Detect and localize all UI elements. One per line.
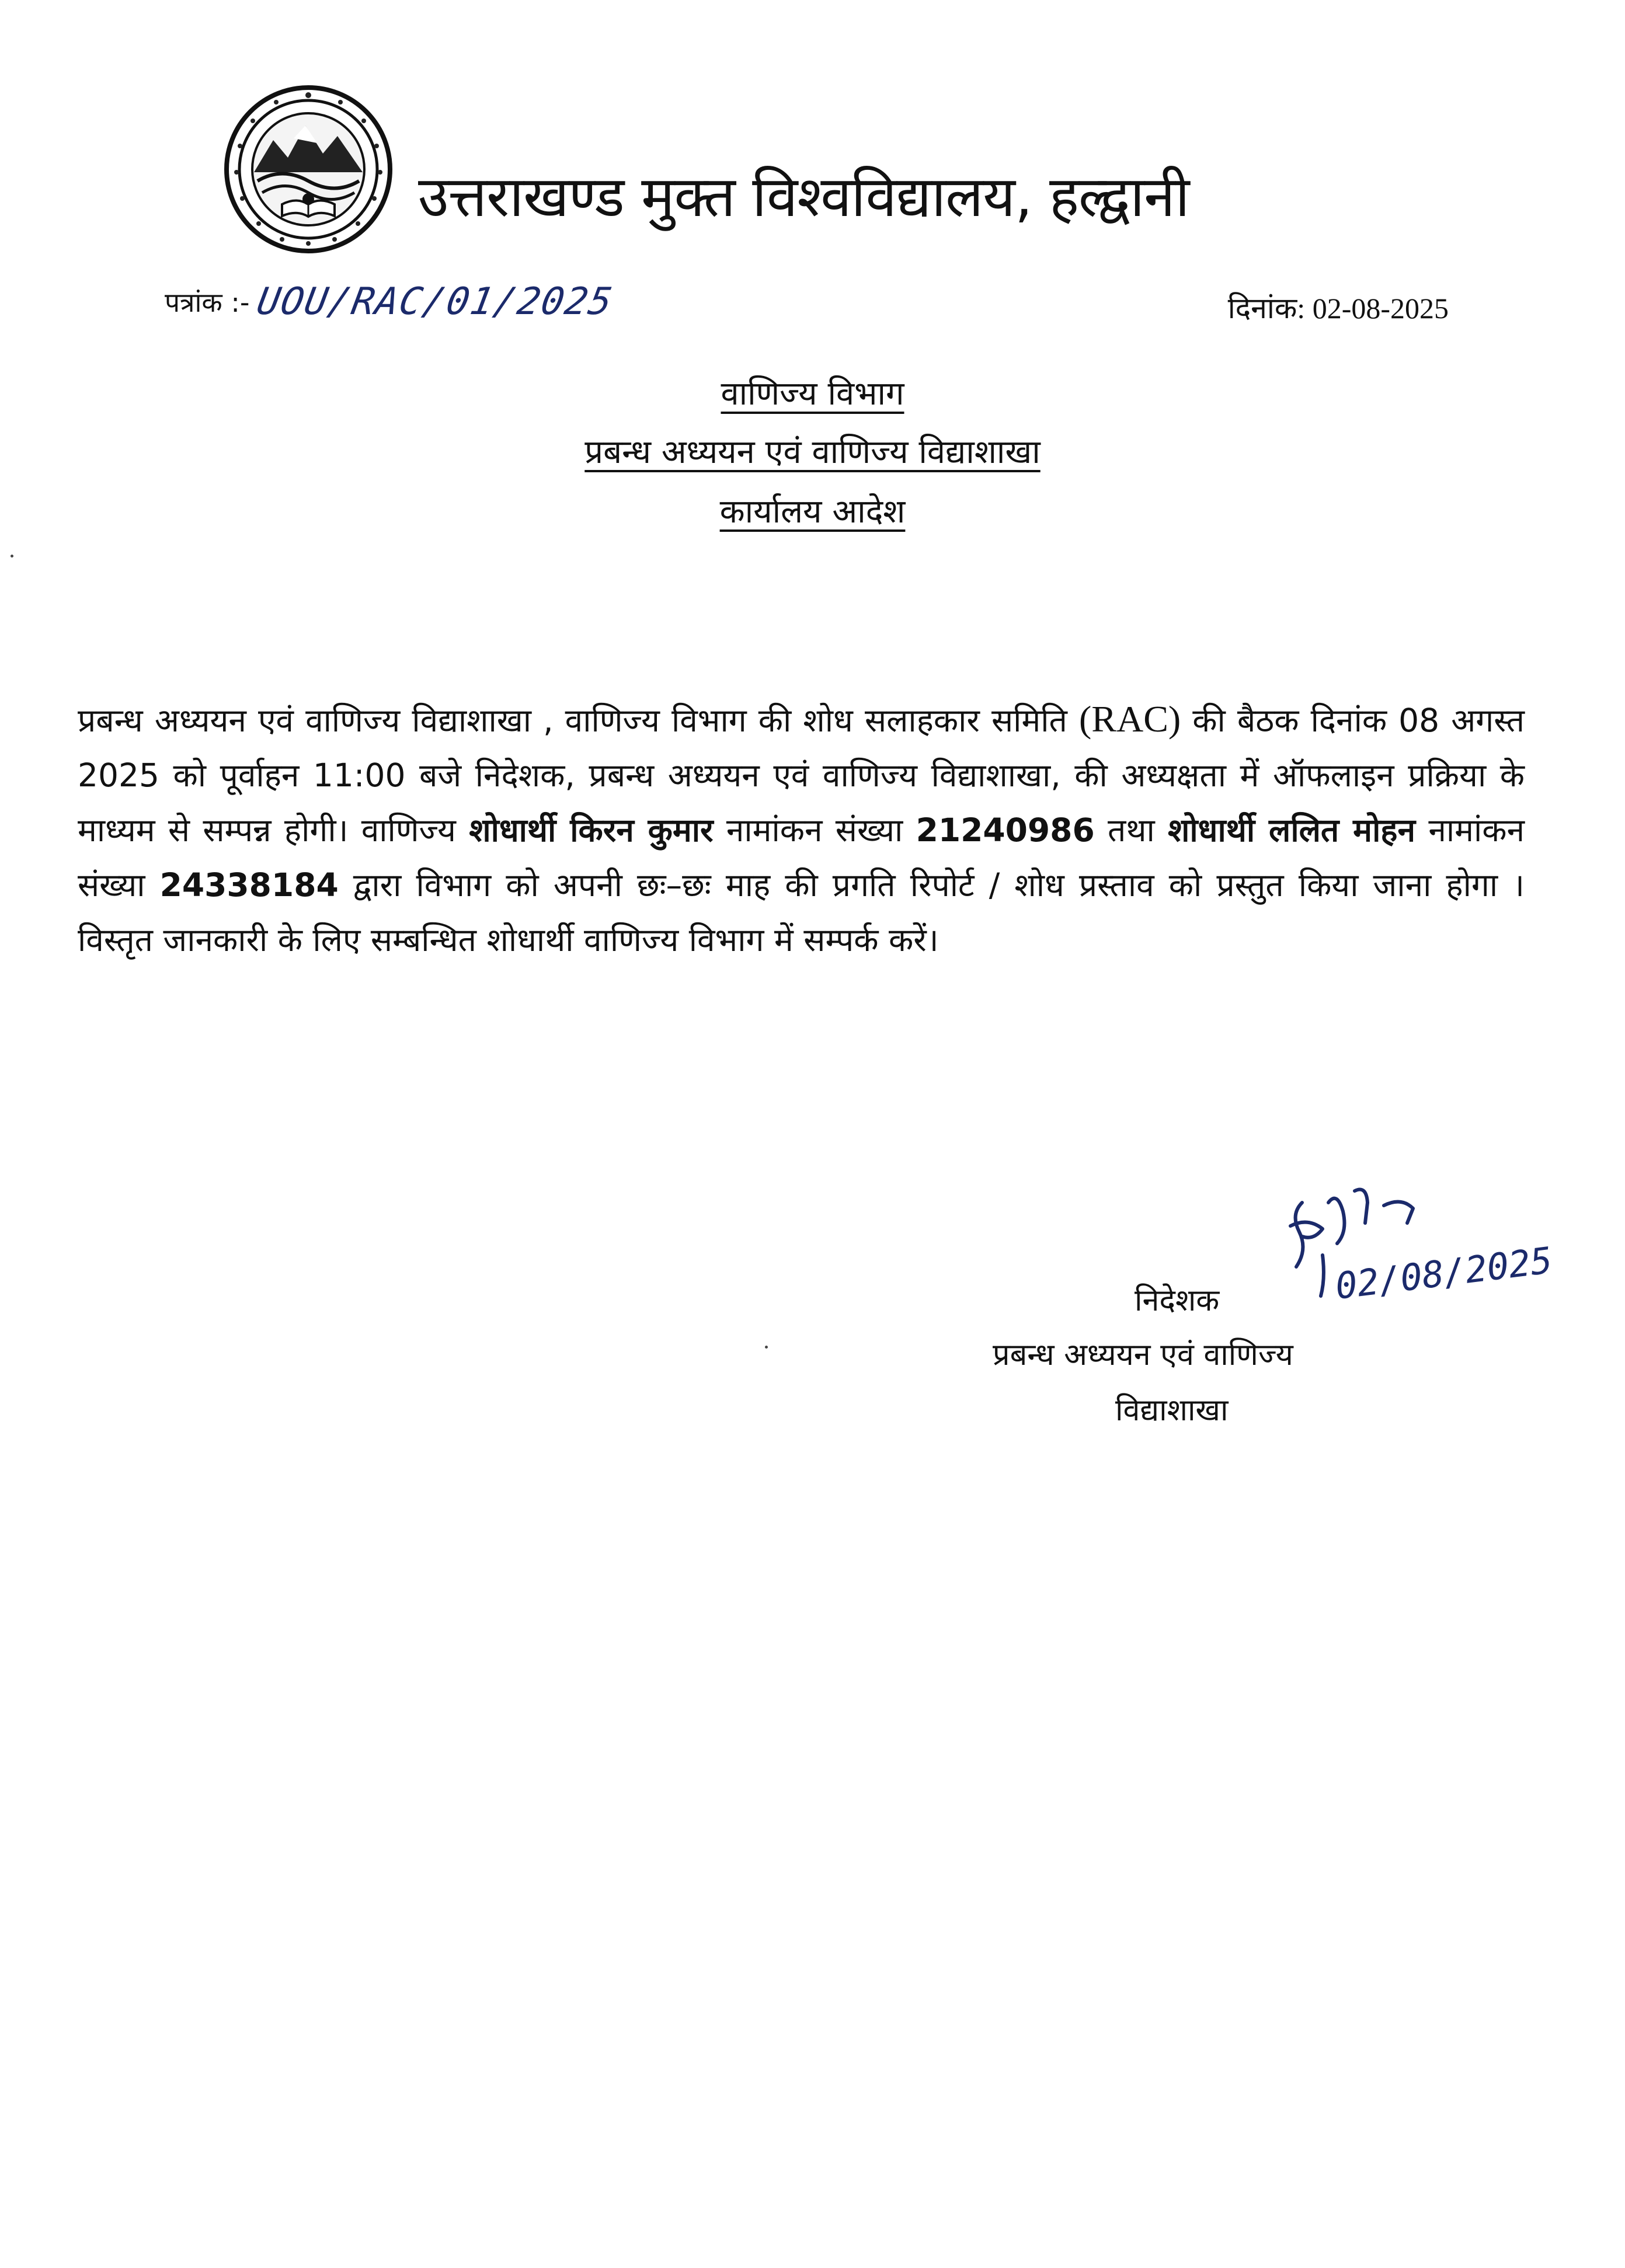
scan-speck [11, 555, 13, 558]
office-order-title-text: कार्यालय आदेश [719, 493, 906, 531]
scholar-name-2: शोधार्थी ललित मोहन [1168, 811, 1416, 849]
body-text-4: तथा [1094, 811, 1168, 849]
reference-number-handwritten: UOU/RAC/01/2025 [253, 280, 617, 323]
body-text-1: प्रबन्ध अध्ययन एवं वाणिज्य विद्याशाखा , वाणिज्य विभाग की शोध सलाहकार समिति [78, 702, 1067, 739]
department-title [0, 370, 1625, 414]
body-text-3: नामांकन संख्या [713, 811, 916, 849]
office-order-title [0, 488, 1625, 532]
reference-line [165, 280, 617, 323]
body-text-5: नामांकन संख्या [78, 811, 1525, 904]
faculty-title-text: प्रबन्ध अध्ययन एवं वाणिज्य विद्याशाखा [584, 433, 1041, 471]
signature-date: 02/08/2025 [1332, 1238, 1555, 1308]
order-body-paragraph [78, 692, 1525, 967]
body-text-6: द्वारा विभाग को अपनी छः–छः माह की प्रगति रिपोर्ट / शोध प्रस्ताव को प्रस्तुत किया जाना होगा । विस्तृत जानकारी के लिए सम्बन्धित शोधार्थी वाणिज्य विभाग में सम्पर्क करें। [78, 866, 1525, 959]
university-name: उत्तराखण्ड मुक्त विश्वविद्यालय, हल्द्वानी [418, 164, 1189, 229]
signatory-faculty-line2: विद्याशाखा [1115, 1393, 1229, 1428]
signatory-designation: निदेशक [1135, 1283, 1220, 1318]
rac-abbreviation: (RAC) [1078, 698, 1181, 740]
enrollment-number-1: 21240986 [916, 811, 1095, 849]
handwritten-signature [1267, 1168, 1594, 1314]
university-seal-logo [224, 85, 393, 254]
department-title-text: वाणिज्य विभाग [721, 375, 904, 413]
body-text-2: की बैठक दिनांक 08 अगस्त 2025 को पूर्वाहन 11:00 बजे निदेशक, प्रबन्ध अध्ययन एवं वाणिज्य विद्याशाखा, की अध्यक्षता में ऑफलाइन प्रक्रिया के माध्यम से सम्पन्न होगी। वाणिज्य [78, 702, 1525, 849]
faculty-title [0, 428, 1625, 473]
date-label: दिनांक: [1227, 292, 1306, 325]
enrollment-number-2: 24338184 [159, 866, 339, 904]
reference-label: पत्रांक :- [165, 287, 250, 318]
date-value: 02-08-2025 [1312, 292, 1449, 325]
signatory-faculty-line1: प्रबन्ध अध्ययन एवं वाणिज्य [993, 1337, 1293, 1372]
date-line [1228, 287, 1449, 327]
scan-speck [765, 1346, 768, 1349]
scholar-name-1: शोधार्थी किरन कुमार [469, 811, 714, 849]
